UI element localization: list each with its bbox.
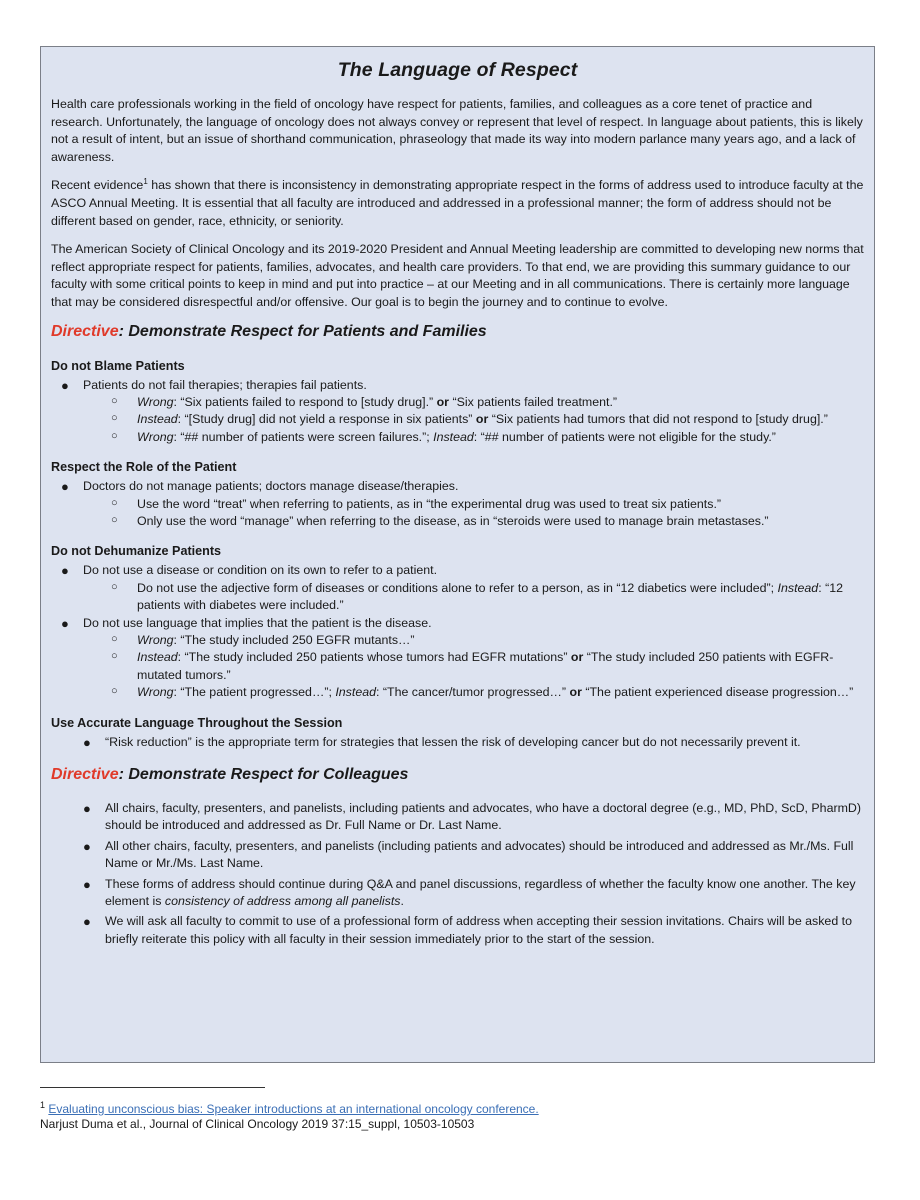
emphasis-text: consistency of address among all panelists: [164, 894, 401, 909]
page-title: The Language of Respect: [337, 59, 578, 81]
sub-list-text: : “## number of patients were screen failures.”;: [173, 429, 434, 444]
sub-list-item: [51, 684, 864, 701]
instead-label: Instead: [335, 685, 376, 700]
sub-list-item: [51, 429, 864, 446]
wrong-label: Wrong: [137, 429, 174, 444]
instead-label: Instead: [137, 650, 178, 665]
circle-bullet-icon: ○: [111, 633, 118, 645]
instead-label: Instead: [433, 429, 474, 444]
bullet-icon: ●: [83, 914, 91, 930]
bullet-icon: ●: [61, 479, 69, 495]
footnote-link[interactable]: Evaluating unconscious bias: Speaker introductions at an international oncology conference.: [48, 1102, 539, 1116]
list-item: [51, 478, 864, 495]
list-item: [51, 913, 864, 948]
intro-p2-text: Recent evidence: [51, 178, 144, 193]
list-item-text: All other chairs, faculty, presenters, and panelists (including patients and advocates) should be introduced and addressed as Mr./Ms. Full Name or Mr./Ms. Last Name.: [105, 838, 854, 871]
footnote-citation: Narjust Duma et al., Journal of Clinical Oncology 2019 37:15_suppl, 10503-10503: [40, 1117, 475, 1131]
circle-bullet-icon: ○: [111, 513, 118, 526]
sub-list-text: “Six patients had tumors that did not respond to [study drug].”: [488, 412, 828, 427]
directive-label: Directive: [51, 766, 119, 784]
instead-label: Instead: [777, 580, 819, 595]
sub-list-text: : “## number of patients were not eligible for the study.”: [473, 429, 776, 444]
or-label: or: [475, 412, 489, 427]
sub-list-text: : “The cancer/tumor progressed…”: [376, 685, 570, 700]
circle-bullet-icon: ○: [111, 412, 118, 425]
sub-list-item: [51, 411, 864, 428]
sub-list-text: : “12 patients with diabetes were included.”: [137, 580, 843, 613]
section-heading-blame: Do not Blame Patients: [51, 358, 185, 373]
wrong-label: Wrong: [137, 633, 174, 647]
sub-list-text: Use the word “treat” when referring to patients, as in “the experimental drug was used to treat six patients.”: [137, 496, 722, 511]
circle-bullet-icon: ○: [111, 580, 118, 593]
list-item-text: All chairs, faculty, presenters, and panelists, including patients and advocates, who have a doctoral degree (e.g., MD, PhD, ScD, PharmD) should be introduced and addressed as Dr. Full Name or Dr. Last Name.: [105, 801, 861, 833]
footnote: [40, 1097, 539, 1117]
list-item-text: Do not use language that implies that the patient is the disease.: [83, 615, 432, 630]
directive-heading-patients: [51, 323, 864, 341]
bullet-icon: ●: [83, 876, 91, 892]
intro-paragraph-2: [51, 177, 864, 230]
footnote-divider: [40, 1087, 265, 1088]
section-heading-role: Respect the Role of the Patient: [51, 460, 237, 475]
list-item-text: These forms of address should continue during Q&A and panel discussions, regardless of whether the faculty know one another. The key element is: [105, 876, 856, 909]
list-item: [51, 615, 864, 632]
directive-heading-colleagues: [51, 766, 864, 784]
list-item-text: Do not use a disease or condition on its own to refer to a patient.: [83, 563, 438, 578]
circle-bullet-icon: ○: [111, 429, 118, 442]
sub-list-text: “The study included 250 patients with EGFR-mutated tumors.”: [137, 650, 834, 682]
directive-title: : Demonstrate Respect for Colleagues: [118, 766, 409, 784]
footnote-reference[interactable]: 1: [143, 177, 148, 187]
or-label: or: [569, 685, 582, 700]
sub-list-text: Only use the word “manage” when referring to the disease, as in “steroids were used to manage brain metastases.”: [137, 513, 769, 528]
bullet-icon: ●: [83, 801, 91, 817]
circle-bullet-icon: ○: [111, 650, 118, 663]
list-item-text: .: [400, 894, 404, 909]
list-item-text: Patients do not fail therapies; therapies fail patients.: [83, 377, 367, 392]
intro-paragraph-1: Health care professionals working in the field of oncology have respect for patients, families, and colleagues as a core tenet of practice and research. Unfortunately, the language of oncology does not always convey or represent that level of respect. In language about patients, this is likely not a result of intent, but an issue of shorthand communication, phraseology that made its way into modern parlance many years ago, and a lack of awareness.: [51, 97, 863, 164]
or-label: or: [570, 650, 584, 665]
list-item-text: “Risk reduction” is the appropriate term for strategies that lessen the risk of developing cancer but do not necessarily prevent it.: [105, 734, 801, 749]
instead-label: Instead: [137, 412, 178, 427]
wrong-label: Wrong: [137, 394, 174, 409]
sub-list-item: [51, 513, 864, 530]
list-item: [51, 800, 864, 835]
directive-label: Directive: [51, 322, 119, 340]
sub-list-text: : “Six patients failed to respond to [study drug].”: [173, 394, 437, 409]
list-item: [51, 838, 864, 873]
sub-list-text: “The patient experienced disease progression…”: [581, 685, 854, 700]
bullet-icon: ●: [83, 838, 91, 854]
sub-list-item: [51, 580, 864, 615]
circle-bullet-icon: ○: [111, 685, 118, 698]
sub-list-text: : “The patient progressed…”;: [173, 685, 336, 700]
section-heading-dehumanize: Do not Dehumanize Patients: [51, 544, 222, 559]
bullet-icon: ●: [61, 377, 69, 393]
list-item-text: We will ask all faculty to commit to use of a professional form of address when accepting their session invitations. Chairs will be asked to briefly reiterate this policy with all faculty in their session immediately prior to the start of the session.: [105, 914, 852, 946]
list-item: [51, 562, 864, 579]
sub-list-text: : “The study included 250 patients whose tumors had EGFR mutations”: [177, 650, 571, 665]
sub-list-text: “Six patients failed treatment.”: [449, 394, 618, 409]
section-heading-accurate: Use Accurate Language Throughout the Session: [51, 715, 343, 730]
or-label: or: [436, 394, 450, 409]
bullet-icon: ●: [83, 734, 91, 750]
sub-list-item: [51, 496, 864, 513]
bullet-icon: ●: [61, 563, 69, 579]
list-item: [51, 876, 864, 911]
list-item: [51, 734, 864, 751]
directive-title: : Demonstrate Respect for Patients and Families: [118, 322, 487, 340]
sub-list-item: [51, 394, 864, 411]
sub-list-item: [51, 632, 864, 649]
sub-list-text: : “The study included 250 EGFR mutants…”: [173, 633, 415, 647]
sub-list-text: Do not use the adjective form of diseases or conditions alone to refer to a person, as in “12 diabetics were included”;: [137, 580, 778, 595]
sub-list-text: : “[Study drug] did not yield a response in six patients”: [177, 412, 476, 427]
footnote-number: 1: [40, 1100, 46, 1110]
content-box: [40, 46, 875, 1063]
intro-p2-text-rest: has shown that there is inconsistency in demonstrating appropriate respect in the forms of address used to introduce faculty at the ASCO Annual Meeting. It is essential that all faculty are introduced and addressed in a professional manner; the form of address should not be different based on gender, race, ethnicity, or seniority.: [51, 178, 864, 228]
sub-list-item: [51, 649, 864, 684]
circle-bullet-icon: ○: [111, 394, 118, 407]
intro-paragraph-3: The American Society of Clinical Oncology and its 2019-2020 President and Annual Meeting leadership are committed to developing new norms that reflect appropriate respect for patients, families, advocates, and health care providers. To that end, we are providing this summary guidance to our faculty with some critical points to keep in mind and put into practice – at our Meeting and in all communications. There is certainly more language that may be considered disrespectful and/or offensive. Our goal is to begin the journey and to continue to evolve.: [51, 242, 864, 309]
list-item-text: Doctors do not manage patients; doctors manage disease/therapies.: [83, 479, 459, 494]
list-item: [51, 377, 864, 394]
bullet-icon: ●: [61, 615, 69, 631]
circle-bullet-icon: ○: [111, 496, 118, 509]
wrong-label: Wrong: [137, 685, 174, 700]
